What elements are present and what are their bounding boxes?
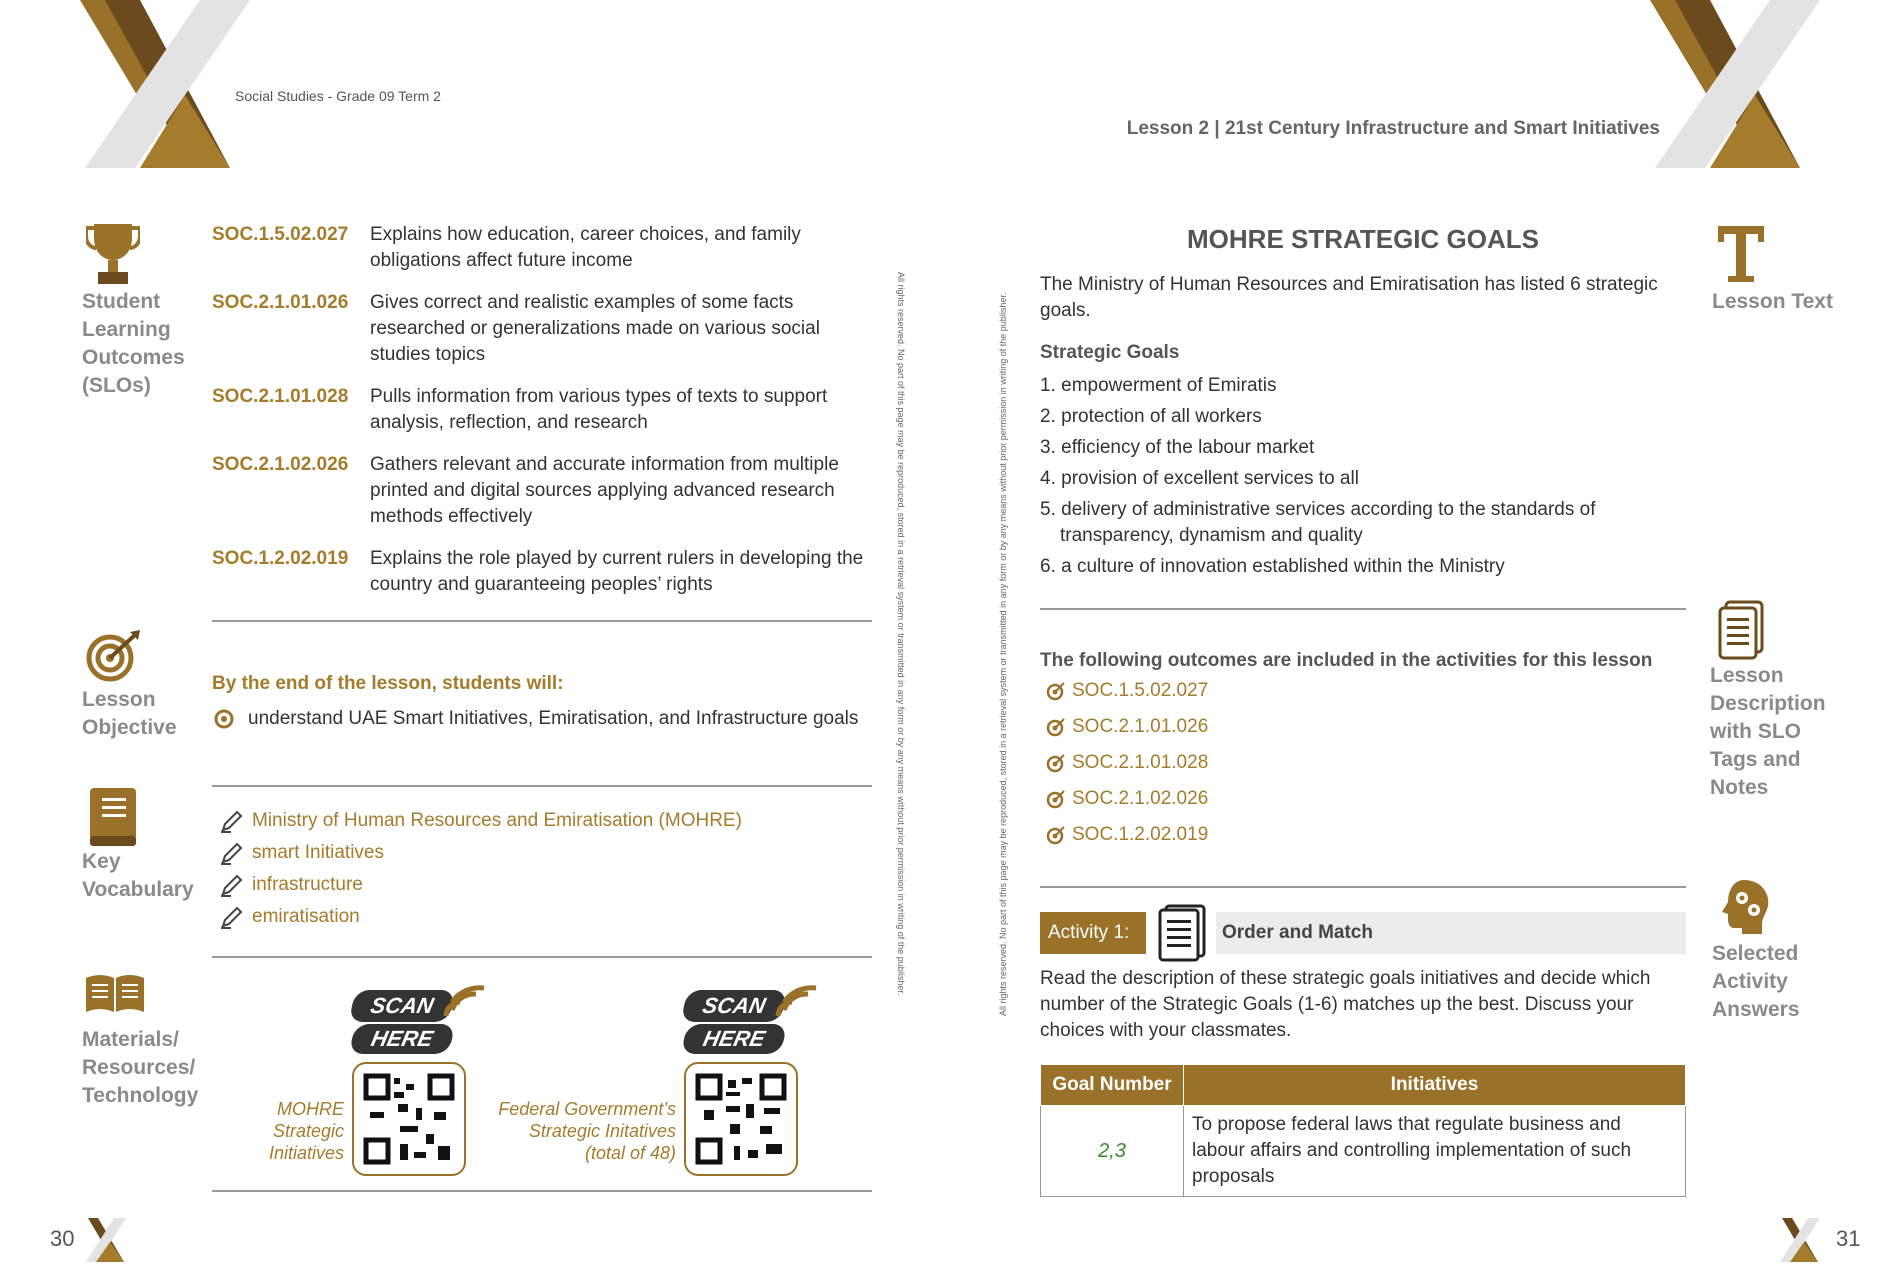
notes-icon — [1716, 600, 1766, 662]
slo-code: SOC.1.5.02.027 — [212, 224, 349, 245]
copyright-notice: All rights reserved. No part of this page may be reproduced, stored in a retrieval system or transmitted in any form or by any means without prior permission in writing of the publisher. — [896, 272, 906, 996]
qr-pattern — [354, 1064, 464, 1174]
divider — [1040, 886, 1686, 888]
target-icon — [1040, 825, 1072, 845]
page-header-left: Social Studies - Grade 09 Term 2 — [235, 88, 441, 104]
open-book-icon — [84, 972, 146, 1014]
page-header-right: Lesson 2 | 21st Century Infrastructure and Smart Initiatives — [1126, 118, 1660, 139]
objective-text: understand UAE Smart Initiatives, Emiratisation, and Infrastructure goals — [248, 708, 859, 729]
slo-text: Gives correct and realistic examples of some facts researched or generalizations made on various social studies topics — [370, 292, 820, 365]
pencil-icon — [212, 808, 252, 834]
outcome-item — [1040, 680, 1208, 702]
slo-code: SOC.2.1.01.026 — [212, 292, 349, 313]
table-header: Goal Number — [1041, 1065, 1184, 1106]
book-icon — [88, 786, 140, 848]
intro-text: The Ministry of Human Resources and Emiratisation has listed 6 strategic goals. — [1040, 274, 1658, 321]
target-icon — [1040, 717, 1072, 737]
footer-x-logo — [1778, 1218, 1820, 1262]
outcome-item — [1040, 716, 1208, 738]
pencil-icon — [212, 872, 252, 898]
divider — [212, 620, 872, 622]
slo-row — [212, 222, 872, 274]
scan-label: HERE — [681, 1024, 787, 1054]
lesson-description-label: Lesson Description with SLO Tags and Notes — [1710, 664, 1826, 799]
activity-title: Order and Match — [1216, 912, 1686, 954]
outcome-item — [1040, 752, 1208, 774]
outcome-item — [1040, 824, 1208, 846]
page-title: MOHRE STRATEGIC GOALS — [1187, 224, 1539, 254]
letter-t-icon — [1714, 224, 1768, 284]
slo-row — [212, 290, 872, 368]
goal-item: 1. empowerment of Emiratis — [1040, 375, 1277, 396]
document-icon — [1156, 904, 1208, 962]
divider — [1040, 608, 1686, 610]
slo-row — [212, 452, 872, 530]
outcome-code: SOC.2.1.02.026 — [1072, 788, 1209, 809]
goals-heading: Strategic Goals — [1040, 342, 1180, 363]
qr-code[interactable] — [352, 1062, 466, 1176]
scan-here-badge — [352, 990, 492, 1054]
page-number-left: 30 — [50, 1226, 75, 1251]
activity-label: Activity 1: — [1040, 912, 1146, 954]
vocab-term: emiratisation — [252, 906, 360, 927]
pencil-icon — [212, 840, 252, 866]
scan-label: SCAN — [681, 990, 788, 1022]
slo-heading: Student Learning Outcomes (SLOs) — [82, 290, 185, 397]
vocab-item — [212, 904, 360, 930]
target-icon — [1040, 681, 1072, 701]
qr-caption: MOHRE Strategic Initiatives — [268, 1099, 344, 1163]
slo-code: SOC.2.1.02.026 — [212, 454, 349, 475]
qr-caption: Federal Government’s Strategic Initatives (total of 48) — [498, 1099, 676, 1163]
objective-intro: By the end of the lesson, students will: — [212, 673, 564, 694]
eye-target-icon — [212, 709, 236, 729]
right-corner-x-logo — [1650, 0, 1820, 168]
slo-row — [212, 546, 872, 598]
goal-item: 4. provision of excellent services to all — [1040, 468, 1359, 489]
materials-heading: Materials/ Resources/ Technology — [82, 1028, 199, 1107]
slo-text: Explains how education, career choices, and family obligations affect future income — [370, 224, 801, 271]
left-corner-x-logo — [80, 0, 250, 168]
qr-pattern — [686, 1064, 796, 1174]
outcome-code: SOC.2.1.01.026 — [1072, 716, 1209, 737]
divider — [212, 785, 872, 787]
scan-label: HERE — [349, 1024, 455, 1054]
footer-x-logo — [84, 1218, 126, 1262]
goals-table — [1040, 1064, 1686, 1197]
slo-text: Explains the role played by current rulers in developing the country and guaranteeing peoples’ rights — [370, 548, 864, 595]
vocab-item — [212, 808, 742, 834]
vocab-heading: Key Vocabulary — [82, 850, 194, 901]
vocab-item — [212, 840, 384, 866]
wifi-signal-icon — [774, 982, 818, 1022]
vocab-item — [212, 872, 363, 898]
target-icon — [1040, 753, 1072, 773]
scan-here-badge — [684, 990, 824, 1054]
objective-heading: Lesson Objective — [82, 688, 177, 739]
qr-code[interactable] — [684, 1062, 798, 1176]
outcome-code: SOC.2.1.01.028 — [1072, 752, 1209, 773]
target-icon — [86, 630, 142, 682]
lesson-text-label: Lesson Text — [1712, 290, 1833, 313]
goal-item: 6. a culture of innovation established within the Ministry — [1040, 556, 1505, 577]
slo-row — [212, 384, 872, 436]
divider — [212, 956, 872, 958]
outcomes-heading: The following outcomes are included in the activities for this lesson — [1040, 650, 1653, 671]
vocab-term: smart Initiatives — [252, 842, 384, 863]
slo-text: Pulls information from various types of texts to support analysis, reflection, and research — [370, 386, 828, 433]
outcome-code: SOC.1.2.02.019 — [1072, 824, 1209, 845]
selected-answers-label: Selected Activity Answers — [1712, 942, 1800, 1021]
vocab-term: Ministry of Human Resources and Emiratisation (MOHRE) — [252, 810, 742, 831]
outcome-code: SOC.1.5.02.027 — [1072, 680, 1209, 701]
goal-item: 5. delivery of administrative services according to the standards of transparency, dynamism and quality — [1040, 499, 1596, 546]
divider — [212, 1190, 872, 1192]
initiative-cell: To propose federal laws that regulate business and labour affairs and controlling implementation of such proposals — [1184, 1106, 1686, 1197]
slo-code: SOC.1.2.02.019 — [212, 548, 349, 569]
target-icon — [1040, 789, 1072, 809]
objective-item — [212, 708, 858, 730]
scan-label: SCAN — [349, 990, 456, 1022]
trophy-icon — [86, 222, 140, 286]
goal-item: 2. protection of all workers — [1040, 406, 1262, 427]
outcome-item — [1040, 788, 1208, 810]
table-header: Initiatives — [1184, 1065, 1686, 1106]
head-gears-icon — [1716, 878, 1772, 936]
goal-number-cell[interactable]: 2,3 — [1041, 1106, 1184, 1197]
activity-instructions: Read the description of these strategic goals initiatives and decide which number of the Strategic Goals (1-6) matches up the best. Discuss your choices with your classmates. — [1040, 968, 1651, 1041]
slo-code: SOC.2.1.01.028 — [212, 386, 349, 407]
goal-item: 3. efficiency of the labour market — [1040, 437, 1315, 458]
pencil-icon — [212, 904, 252, 930]
vocab-term: infrastructure — [252, 874, 363, 895]
page-number-right: 31 — [1836, 1226, 1861, 1251]
copyright-notice: All rights reserved. No part of this page may be reproduced, stored in a retrieval system or transmitted in any form or by any means without prior permission in writing of the publisher. — [998, 292, 1008, 1016]
table-row — [1041, 1106, 1686, 1197]
slo-text: Gathers relevant and accurate information from multiple printed and digital sources applying advanced research methods effectively — [370, 454, 839, 527]
wifi-signal-icon — [442, 982, 486, 1022]
